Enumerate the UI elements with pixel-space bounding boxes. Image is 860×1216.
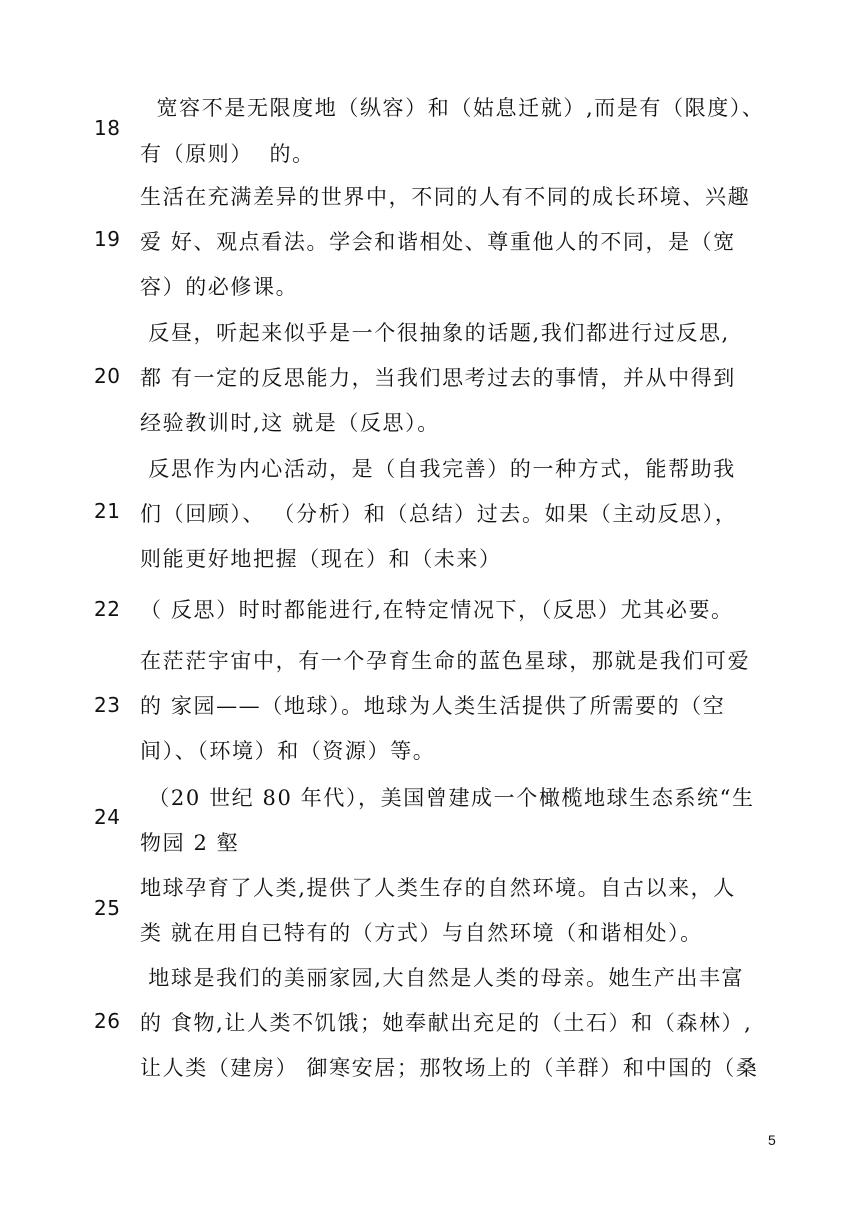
- entry-number: 25: [94, 896, 121, 920]
- entry-number: 18: [94, 116, 121, 140]
- entry-number: 26: [94, 1009, 121, 1033]
- entry-line: 都 有一定的反思能力，当我们思考过去的事情，并从中得到: [140, 366, 736, 390]
- entry-line: 物园 2 壑: [140, 831, 240, 855]
- entry-line: 反昼，听起来似乎是一个很抽象的话题,我们都进行过反思,: [140, 321, 730, 345]
- entry-line: （20 世纪 80 年代），美国曾建成一个橄榄地球生态系统“生: [140, 786, 755, 810]
- entry-number: 19: [94, 227, 121, 251]
- entry-number: 23: [94, 693, 121, 717]
- entry-line: 有（原则） 的。: [140, 142, 315, 166]
- entry-line: 则能更好地把握（现在）和（未来）: [140, 547, 502, 571]
- entry-line: 让人类（建房） 御寒安居；那牧场上的（羊群）和中国的（桑: [140, 1056, 759, 1080]
- entry-line: 宽容不是无限度地（纵容）和（姑息迁就）,而是有（限度）、: [140, 96, 765, 120]
- entry-line: 在茫茫宇宙中，有一个孕育生命的蓝色星球，那就是我们可爱: [140, 649, 751, 673]
- entry-line: 间）、（环境）和（资源）等。: [140, 739, 436, 763]
- entry-line: 的 家园——（地球）。地球为人类生活提供了所需要的（空: [140, 694, 726, 718]
- entry-line: 反思作为内心活动，是（自我完善）的一种方式，能帮助我: [140, 457, 736, 481]
- entry-line: 的 食物,让人类不饥饿；她奉献出充足的（土石）和（森林）,: [140, 1011, 753, 1035]
- entry-line: 爱 好、观点看法。学会和谐相处、尊重他人的不同，是（宽: [140, 230, 736, 254]
- entry-line: 生活在充满差异的世界中，不同的人有不同的成长环境、兴趣: [140, 185, 751, 209]
- entry-number: 24: [94, 805, 121, 829]
- page-number: 5: [768, 1132, 776, 1148]
- entry-line: 们（回顾）、 （分析）和（总结）过去。如果（主动反思），: [140, 502, 738, 526]
- entry-line: 类 就在用自已特有的（方式）与自然环境（和谐相处）。: [140, 921, 703, 945]
- entry-line: 地球孕育了人类,提供了人类生存的自然环境。自古以来，人: [140, 876, 736, 900]
- entry-line: （ 反思）时时都能进行,在特定情况下，（反思）尤其必要。: [140, 598, 734, 622]
- entry-line: 经验教训时,这 就是（反思）。: [140, 411, 440, 435]
- entry-number: 21: [94, 499, 121, 523]
- entry-line: 地球是我们的美丽家园,大自然是人类的母亲。她生产出丰富: [140, 966, 745, 990]
- entry-line: 容）的必修课。: [140, 275, 299, 299]
- entry-number: 20: [94, 364, 121, 388]
- entry-number: 22: [94, 597, 121, 621]
